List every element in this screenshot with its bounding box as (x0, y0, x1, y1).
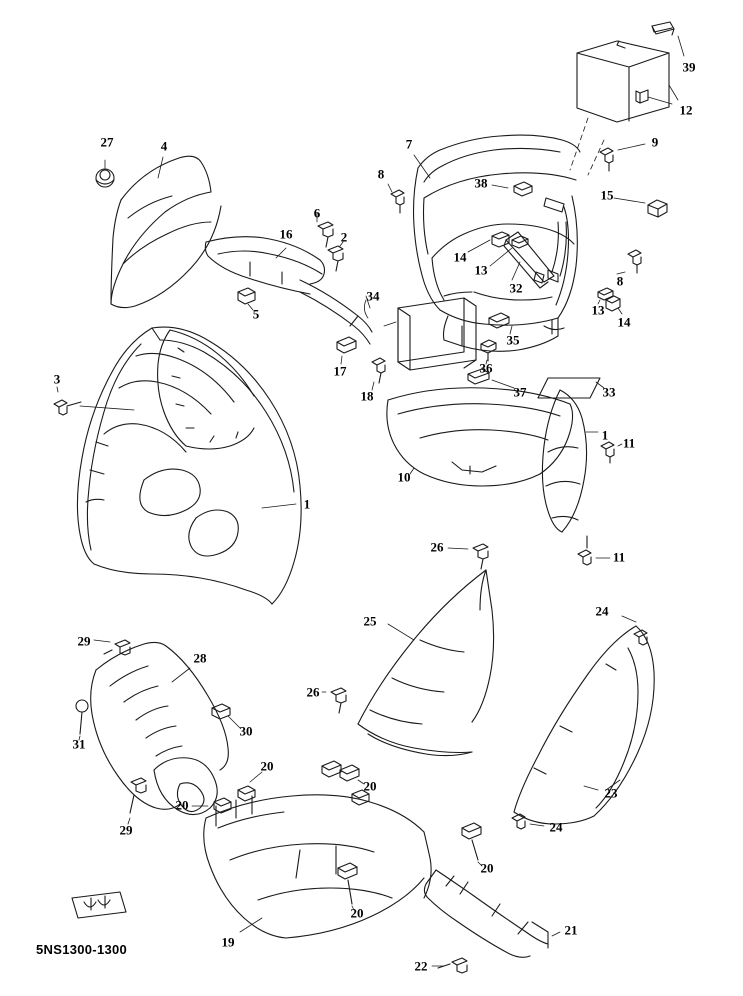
part-34-case (398, 298, 476, 370)
callout-19: 19 (221, 934, 235, 950)
part-1-inner-panel (158, 330, 254, 449)
callout-16: 16 (279, 226, 293, 242)
part-24-bolt-bottom (512, 814, 525, 829)
callout-11-lower: 11 (612, 549, 626, 565)
callout-35: 35 (506, 332, 520, 348)
callout-18: 18 (360, 388, 374, 404)
callout-33: 33 (602, 384, 616, 400)
callout-21: 21 (564, 922, 578, 938)
callout-38: 38 (474, 175, 488, 191)
callout-4: 4 (160, 138, 168, 154)
part-3-bolt (54, 400, 81, 415)
callout-1-right: 1 (601, 427, 609, 443)
part-6-screw (318, 222, 333, 247)
callout-14-left: 14 (453, 249, 467, 265)
part-11-bolt-lower (578, 536, 591, 565)
part-code-label: 5NS1300-1300 (36, 942, 128, 957)
part-39-clip (652, 22, 674, 35)
part-2-screw (328, 246, 343, 271)
callout-6: 6 (313, 205, 321, 221)
part-26-screw-lower (331, 688, 346, 713)
callout-25: 25 (363, 613, 377, 629)
part-16-bracket (205, 237, 324, 294)
part-22-screw (438, 958, 467, 973)
callout-13-right: 13 (591, 302, 605, 318)
callout-1-main: 1 (303, 496, 311, 512)
brand-logo-icon (72, 892, 126, 918)
part-25-side-panel (358, 570, 494, 756)
callout-2: 2 (340, 229, 348, 245)
callout-17: 17 (333, 363, 347, 379)
callout-8-lower: 8 (616, 273, 624, 289)
part-29-screw-lower (130, 778, 146, 813)
callout-3: 3 (53, 371, 61, 387)
callout-34: 34 (366, 288, 380, 304)
part-31-nut (76, 700, 88, 734)
callout-32: 32 (509, 280, 523, 296)
callout-20-d: 20 (480, 860, 494, 876)
callout-24-lower: 24 (549, 819, 563, 835)
callout-27: 27 (100, 134, 114, 150)
part-38-grommet (514, 182, 532, 196)
part-11-bolt-upper (601, 442, 614, 463)
callout-31: 31 (72, 736, 86, 752)
callout-10: 10 (397, 469, 411, 485)
part-30-grommet (212, 704, 230, 719)
callout-39: 39 (682, 59, 696, 75)
callout-20-c: 20 (175, 797, 189, 813)
callout-29-upper: 29 (77, 633, 91, 649)
callout-29-lower: 29 (119, 822, 133, 838)
part-24-side-strip (514, 626, 654, 824)
callout-5: 5 (252, 306, 260, 322)
part-26-screw-upper (473, 544, 488, 569)
callout-8-upper: 8 (377, 166, 385, 182)
part-19-lower-cowl (204, 795, 431, 938)
callout-20-a: 20 (260, 758, 274, 774)
part-5-collar (238, 288, 255, 304)
callout-37: 37 (513, 384, 527, 400)
part-34-stay (300, 280, 372, 344)
callout-11-upper: 11 (622, 435, 636, 451)
part-27-cap (96, 169, 114, 187)
callout-36: 36 (479, 360, 493, 376)
callout-7: 7 (405, 136, 413, 152)
callout-13-left: 13 (474, 262, 488, 278)
part-20-clip-g (462, 823, 481, 860)
callout-30: 30 (239, 723, 253, 739)
callout-14-right: 14 (617, 314, 631, 330)
part-17-clip (337, 337, 356, 353)
part-21-bracket (424, 870, 548, 957)
part-15-nut (648, 200, 667, 217)
part-1-right-cowling (542, 390, 586, 532)
part-33-plate (538, 378, 600, 398)
part-18-screw (372, 358, 385, 383)
callout-12: 12 (679, 102, 693, 118)
callout-9: 9 (651, 134, 659, 150)
callout-26-upper: 26 (430, 539, 444, 555)
callout-28: 28 (193, 650, 207, 666)
part-8-bolt-lower (628, 250, 641, 273)
part-20-clip-d (340, 765, 359, 781)
part-12-case (577, 41, 669, 122)
callout-24-upper: 24 (595, 603, 609, 619)
part-35-clip (489, 313, 509, 328)
callout-20-e: 20 (350, 905, 364, 921)
part-20-clip-f (338, 863, 357, 904)
callout-22: 22 (414, 958, 428, 974)
part-8-bolt-upper (391, 190, 404, 213)
part-10-duct (387, 384, 573, 486)
callout-20-b: 20 (363, 778, 377, 794)
callout-15: 15 (600, 187, 614, 203)
part-7-cowling-stay (414, 135, 581, 351)
part-1-cowling (77, 327, 301, 604)
callout-26-lower: 26 (306, 684, 320, 700)
callout-23: 23 (604, 785, 618, 801)
part-4-fender (111, 156, 221, 307)
part-9-bolt (600, 148, 613, 171)
part-20-clip-c (322, 761, 341, 777)
part-29-screw-upper (104, 640, 130, 655)
part-28-vent-panel (91, 642, 229, 814)
